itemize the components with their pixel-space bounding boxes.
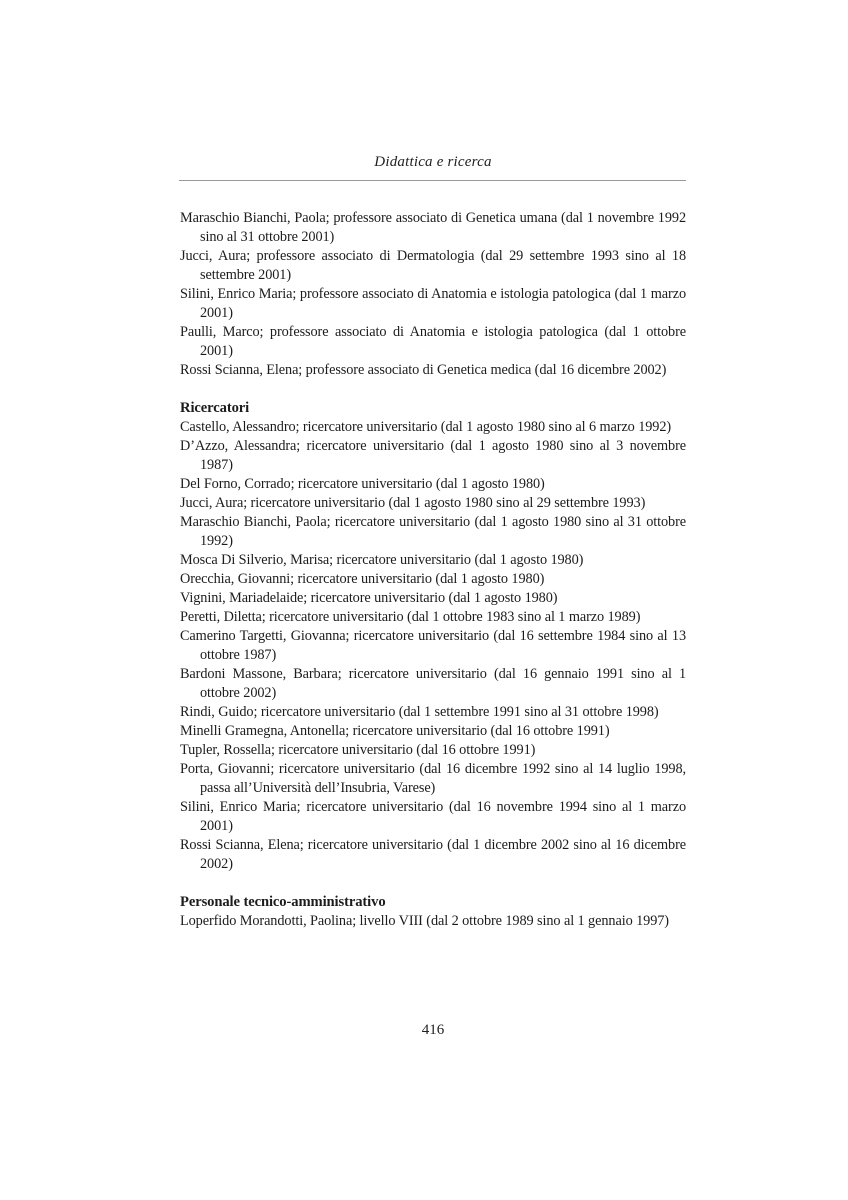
list-item: Paulli, Marco; professore associato di Anatomia e istologia patologica (dal 1 ottobre 2001) [180,324,686,359]
list-item: Porta, Giovanni; ricercatore universitario (dal 16 dicembre 1992 sino al 14 luglio 1998, passa all’Università dell’Insubria, Varese) [180,761,686,796]
list-item: Maraschio Bianchi, Paola; ricercatore universitario (dal 1 agosto 1980 sino al 31 ottobre 1992) [180,514,686,549]
running-head: Didattica e ricerca [374,154,492,170]
list-item: Mosca Di Silverio, Marisa; ricercatore universitario (dal 1 agosto 1980) [180,552,584,568]
page-number: 416 [421,1022,445,1038]
list-item: Peretti, Diletta; ricercatore universitario (dal 1 ottobre 1983 sino al 1 marzo 1989) [180,609,641,625]
list-item: Orecchia, Giovanni; ricercatore universitario (dal 1 agosto 1980) [180,571,545,587]
list-item: Del Forno, Corrado; ricercatore universitario (dal 1 agosto 1980) [180,476,545,492]
list-item: Jucci, Aura; professore associato di Dermatologia (dal 29 settembre 1993 sino al 18 settembre 2001) [180,248,686,283]
list-item: Silini, Enrico Maria; ricercatore universitario (dal 16 novembre 1994 sino al 1 marzo 2001) [180,799,686,834]
page-content [180,209,686,931]
section-heading: Personale tecnico-amministrativo [180,894,386,910]
list-item: Bardoni Massone, Barbara; ricercatore universitario (dal 16 gennaio 1991 sino al 1 ottobre 2002) [180,666,686,701]
header-rule [179,180,686,181]
list-item: Jucci, Aura; ricercatore universitario (dal 1 agosto 1980 sino al 29 settembre 1993) [180,495,646,511]
list-item: Castello, Alessandro; ricercatore universitario (dal 1 agosto 1980 sino al 6 marzo 1992) [180,419,672,435]
list-item: Rossi Scianna, Elena; ricercatore universitario (dal 1 dicembre 2002 sino al 16 dicembre 2002) [180,837,686,872]
list-item: Camerino Targetti, Giovanna; ricercatore universitario (dal 16 settembre 1984 sino al 13 ottobre 1987) [180,628,686,663]
list-item: Loperfido Morandotti, Paolina; livello VIII (dal 2 ottobre 1989 sino al 1 gennaio 1997) [180,913,669,929]
list-item: Vignini, Mariadelaide; ricercatore universitario (dal 1 agosto 1980) [180,590,558,606]
list-item: Rindi, Guido; ricercatore universitario (dal 1 settembre 1991 sino al 31 ottobre 1998) [180,704,659,720]
list-item: Tupler, Rossella; ricercatore universitario (dal 16 ottobre 1991) [180,742,536,758]
section-heading: Ricercatori [180,400,250,416]
list-item: D’Azzo, Alessandra; ricercatore universitario (dal 1 agosto 1980 sino al 3 novembre 1987) [180,438,686,473]
list-item: Silini, Enrico Maria; professore associato di Anatomia e istologia patologica (dal 1 marzo 2001) [180,286,686,321]
list-item: Maraschio Bianchi, Paola; professore associato di Genetica umana (dal 1 novembre 1992 sino al 31 ottobre 2001) [180,210,686,245]
list-item: Rossi Scianna, Elena; professore associato di Genetica medica (dal 16 dicembre 2002) [180,362,667,378]
list-item: Minelli Gramegna, Antonella; ricercatore universitario (dal 16 ottobre 1991) [180,723,610,739]
